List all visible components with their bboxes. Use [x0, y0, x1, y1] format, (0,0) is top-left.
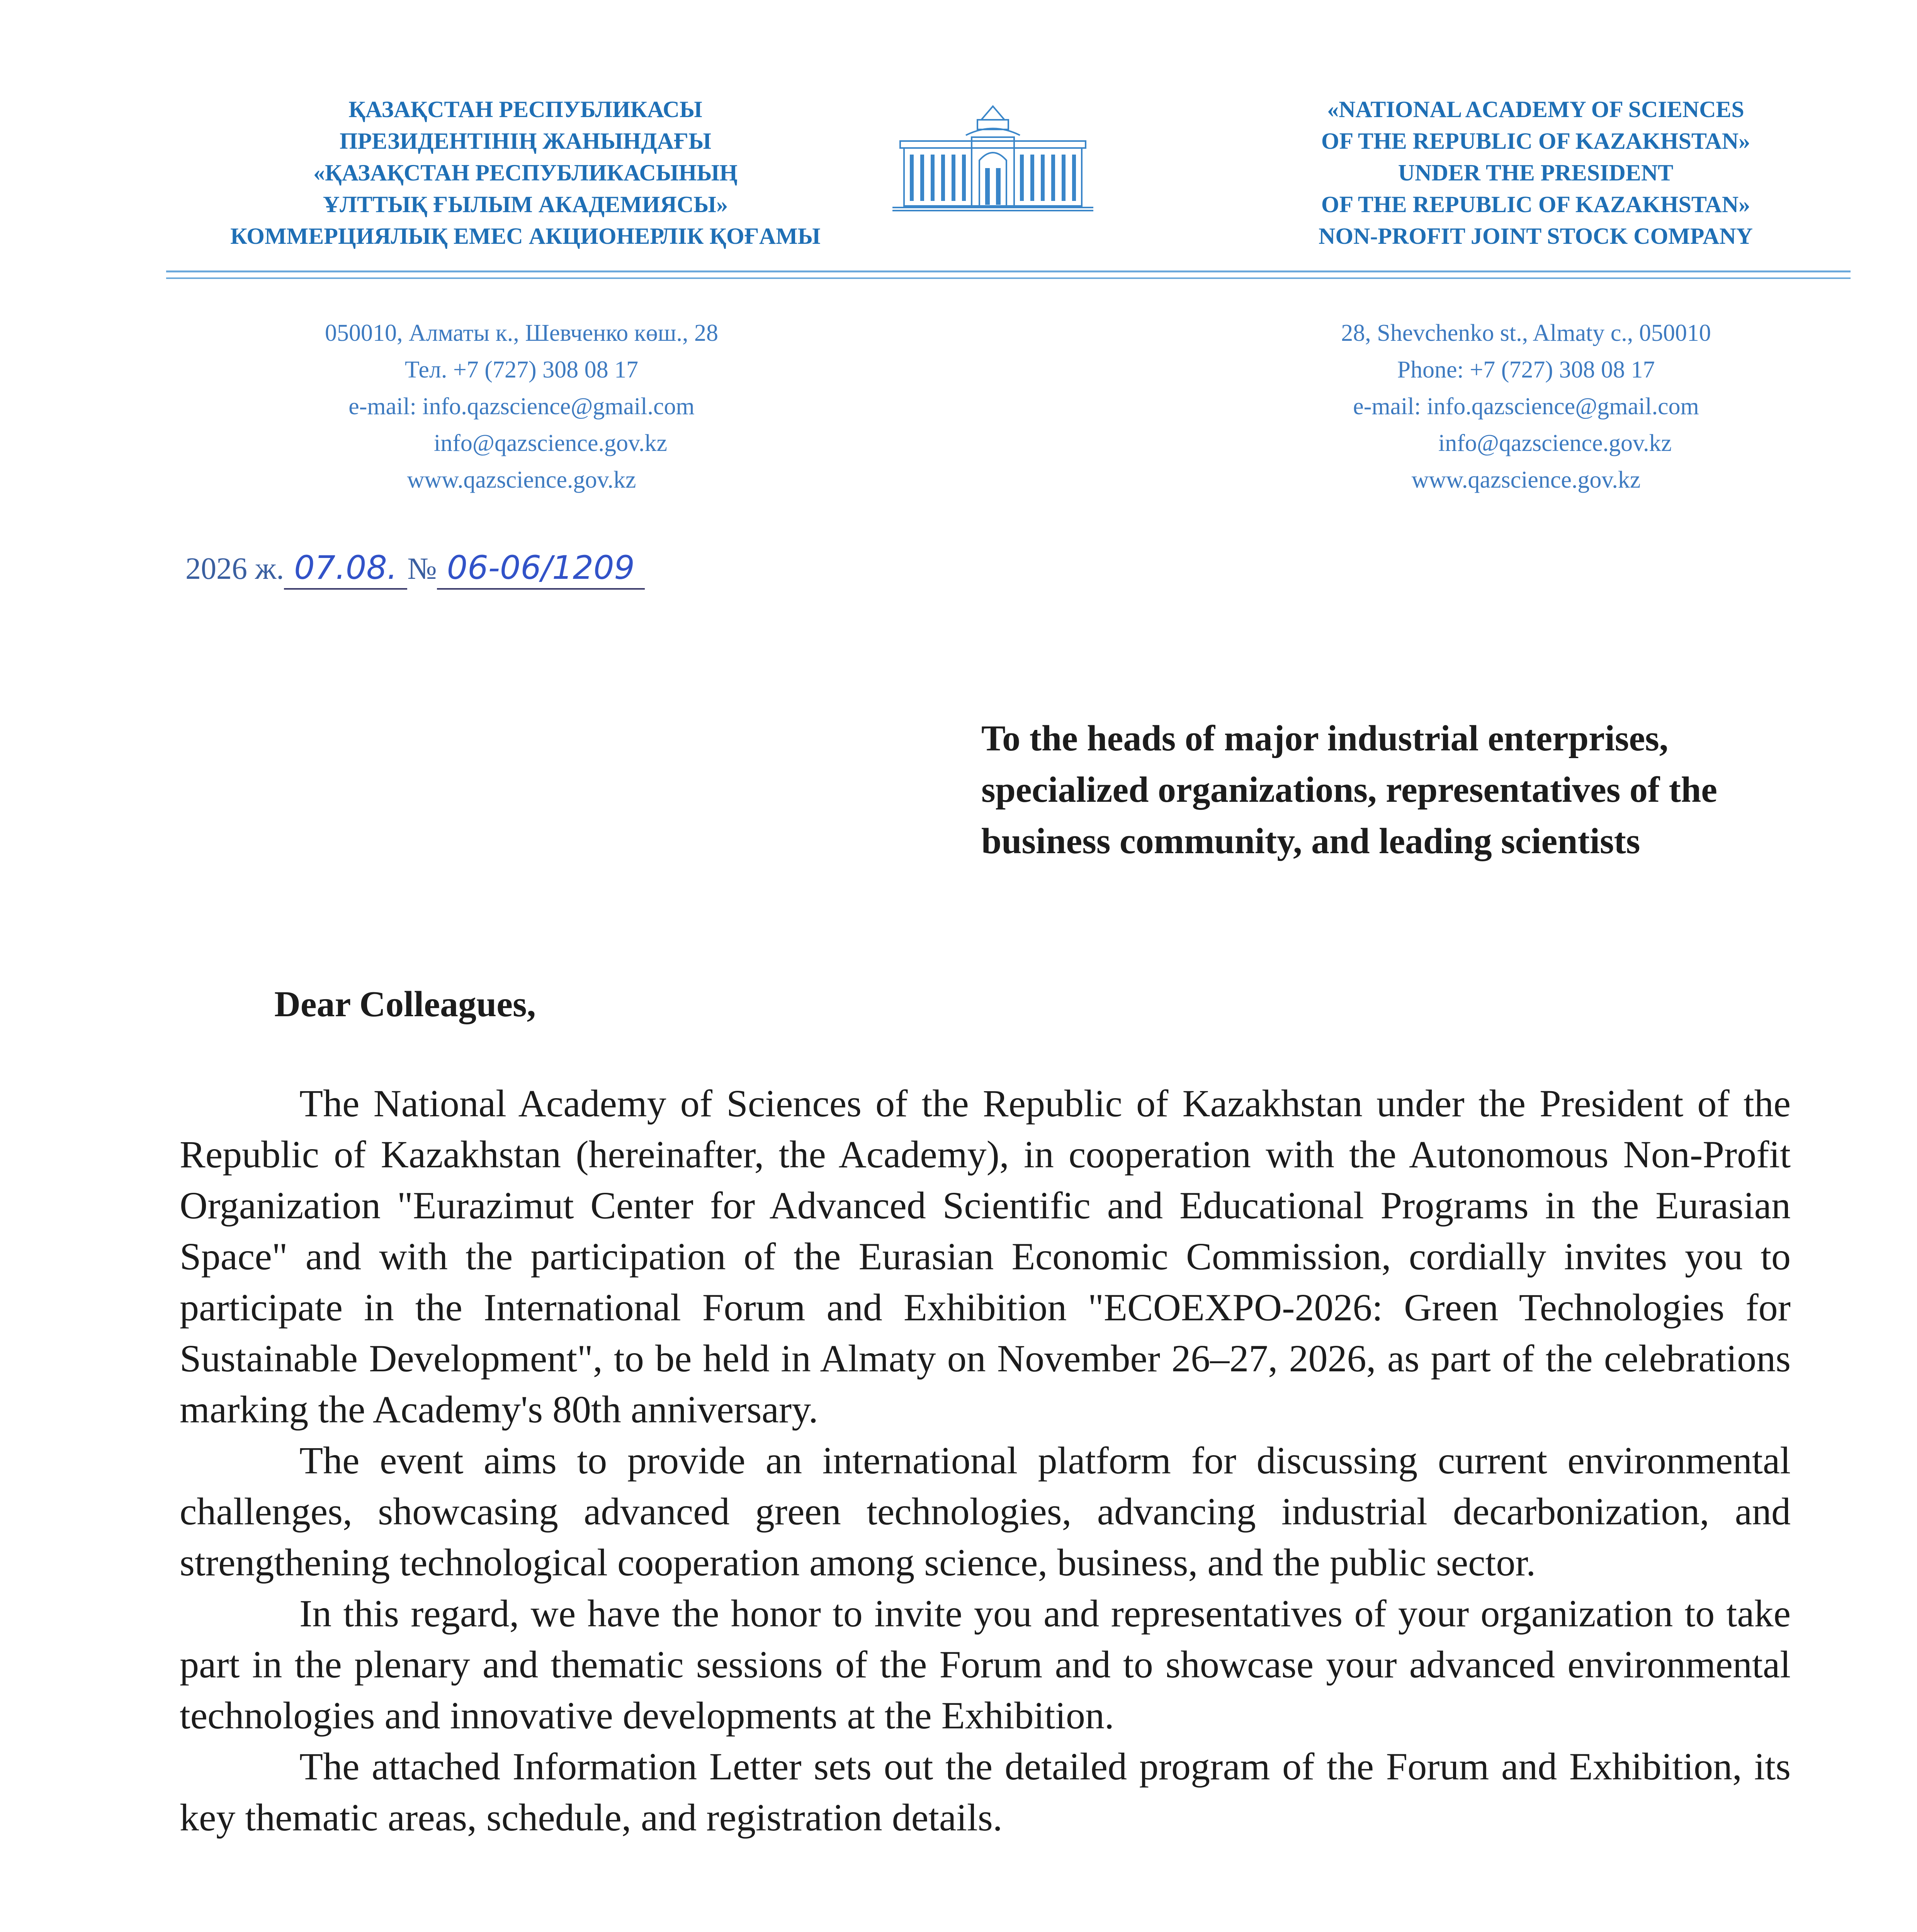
reference-number: 06-06/1209: [437, 549, 645, 590]
letterhead-kz-line: «ҚАЗАҚСТАН РЕСПУБЛИКАСЫНЫҢ: [313, 160, 738, 185]
letter-body: [180, 1078, 1791, 1843]
letterhead-en-line: OF THE REPUBLIC OF KAZAKHSTAN»: [1321, 128, 1750, 154]
letterhead-en-line: NON-PROFIT JOINT STOCK COMPANY: [1319, 223, 1753, 249]
address-website: www.qazscience.gov.kz: [407, 467, 636, 493]
address-street: 050010, Алматы к., Шевченко көш., 28: [325, 320, 718, 346]
academy-building-icon: [885, 99, 1101, 214]
reference-number-sign: №: [407, 552, 437, 586]
letterhead-kz-line: ПРЕЗИДЕНТІНІҢ ЖАНЫНДАҒЫ: [339, 128, 712, 154]
address-email-secondary: info@qazscience.gov.kz: [1438, 430, 1672, 456]
letterhead-en-line: «NATIONAL ACADEMY OF SCIENCES: [1327, 97, 1744, 122]
letterhead-divider: [166, 270, 1851, 272]
reference-date: 07.08.: [284, 549, 407, 590]
salutation: Dear Colleagues,: [274, 984, 536, 1024]
letterhead-en-line: UNDER THE PRESIDENT: [1398, 160, 1674, 185]
letterhead-en: [1236, 94, 1835, 252]
letterhead-kz: [116, 94, 935, 252]
body-paragraph: In this regard, we have the honor to invite you and representatives of your organization to take part in the plenary and thematic sessions of the Forum and to showcase your advanced environmental technologies and innovative developments at the Exhibition.: [180, 1592, 1791, 1737]
letterhead-divider: [166, 277, 1851, 279]
outgoing-reference: [185, 549, 645, 590]
address-phone: Тел. +7 (727) 308 08 17: [404, 357, 639, 383]
letterhead-kz-line: КОММЕРЦИЯЛЫҚ ЕМЕС АКЦИОНЕРЛІК ҚОҒАМЫ: [230, 223, 821, 249]
address-street: 28, Shevchenko st., Almaty c., 050010: [1341, 320, 1711, 346]
address-phone: Phone: +7 (727) 308 08 17: [1397, 357, 1655, 383]
addressee: To the heads of major industrial enterprises, specialized organizations, representatives of the business community, and leading scientists: [981, 718, 1717, 861]
body-paragraph: The attached Information Letter sets out the detailed program of the Forum and Exhibition, its key thematic areas, schedule, and registration details.: [180, 1745, 1791, 1839]
body-paragraph: The event aims to provide an international platform for discussing current environmental challenges, showcasing advanced green technologies, advancing industrial decarbonization, and strengthening technological cooperation among science, business, and the public sector.: [180, 1439, 1791, 1584]
reference-year: 2026 ж.: [185, 552, 284, 586]
address-website: www.qazscience.gov.kz: [1411, 467, 1641, 493]
address-kz: [232, 315, 811, 498]
letterhead-kz-line: ҰЛТТЫҚ ҒЫЛЫМ АКАДЕМИЯСЫ»: [323, 192, 728, 217]
letterhead-en-line: OF THE REPUBLIC OF KAZAKHSTAN»: [1321, 192, 1750, 217]
address-email: e-mail: info.qazscience@gmail.com: [1353, 393, 1699, 420]
address-email: e-mail: info.qazscience@gmail.com: [348, 393, 695, 420]
body-paragraph: The National Academy of Sciences of the Republic of Kazakhstan under the President of the Republic of Kazakhstan (hereinafter, the Academy), in cooperation with the Autonomous Non-Profit Organization "Eurazimut Center for Advanced Scientific and Educational Programs in the Eurasian Space" and with the participation of the Eurasian Economic Commission, cordially invites you to participate in the International Forum and Exhibition "ECOEXPO-2026: Green Technologies for Sustainable Development", to be held in Almaty on November 26–27, 2026, as part of the celebrations marking the Academy's 80th anniversary.: [180, 1082, 1791, 1431]
address-en: [1236, 315, 1816, 498]
letterhead-kz-line: ҚАЗАҚСТАН РЕСПУБЛИКАСЫ: [348, 97, 702, 122]
address-email-secondary: info@qazscience.gov.kz: [434, 430, 667, 456]
